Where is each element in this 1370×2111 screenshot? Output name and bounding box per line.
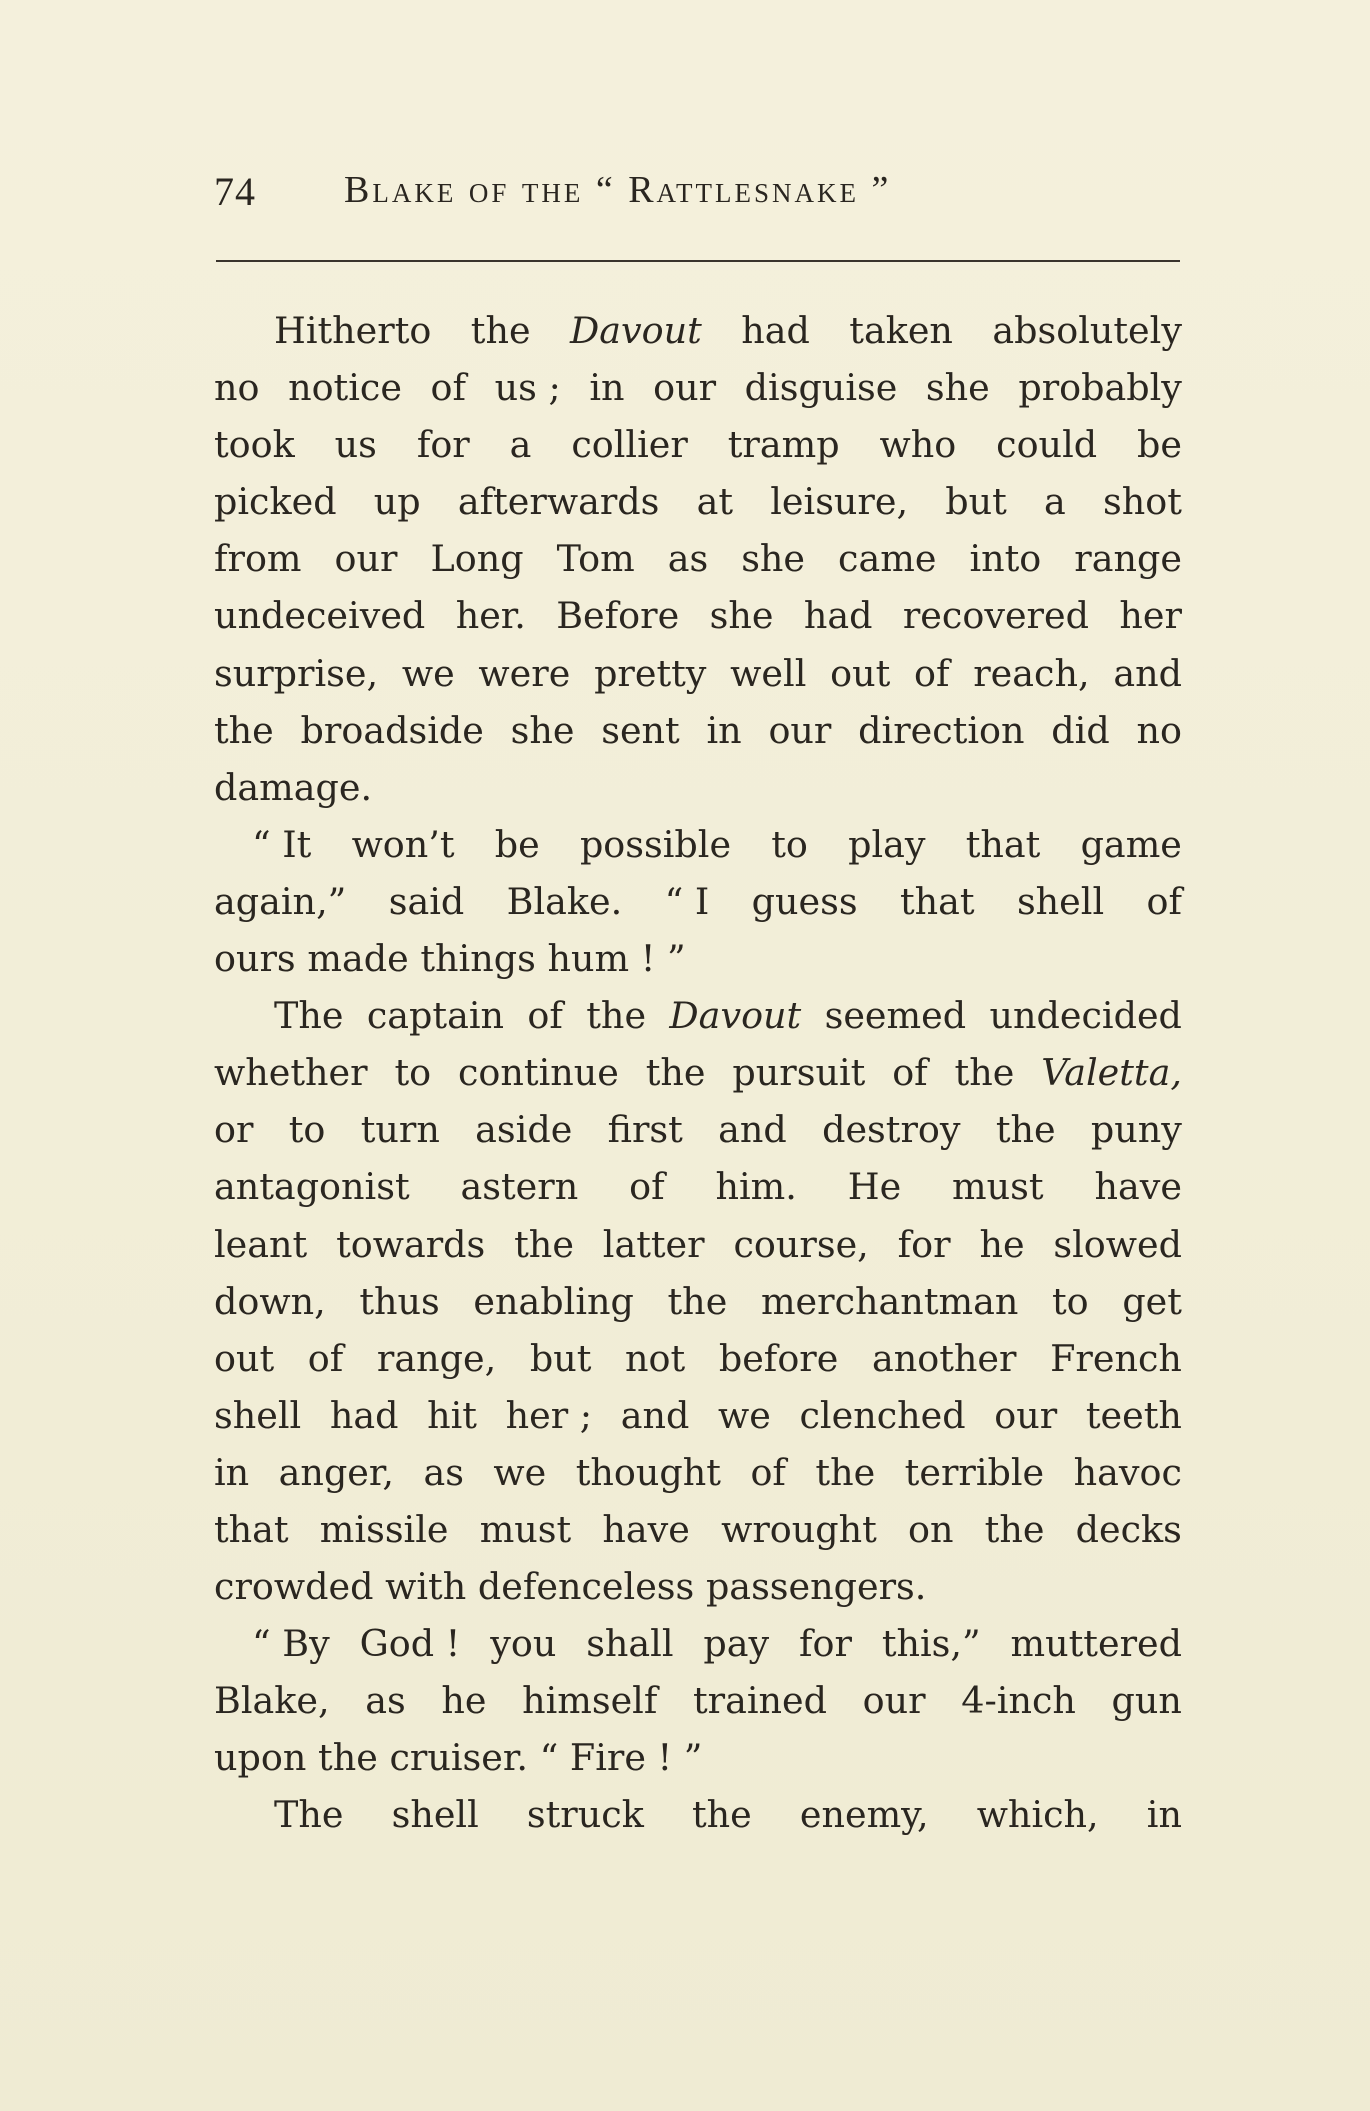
word: before [718,1336,839,1380]
word: we [401,651,455,695]
word: “ By [252,1622,330,1666]
word: decks [1075,1507,1182,1551]
word: not [625,1336,686,1380]
word: whether [214,1051,368,1095]
word: towards [336,1222,486,1266]
word: crowded [214,1565,374,1609]
text-line [214,530,1182,587]
text-line [214,1729,1182,1786]
word: at [696,480,734,524]
text-line [214,1501,1182,1558]
word: our [994,1393,1058,1437]
word: Valetta, [1041,1051,1182,1095]
word: pay [703,1622,770,1666]
word: but [529,1336,592,1380]
word: get [1122,1279,1182,1323]
word: disguise [744,366,898,410]
word: latter [602,1222,705,1266]
word: of [430,366,467,410]
word: had [741,309,810,352]
word: undecided [989,994,1182,1038]
word: course, [733,1222,869,1266]
text-line [214,816,1182,873]
word: play [848,822,926,866]
word: French [1050,1336,1182,1380]
word: our [653,366,717,410]
word: damage. [214,765,373,809]
word: shell [214,1393,302,1437]
text-line [214,1216,1182,1273]
word: Tom [556,537,635,581]
page-number: 74 [214,169,256,214]
word: tramp [727,423,840,467]
word: we [718,1393,771,1437]
word: in [1146,1793,1182,1837]
word: seemed [824,994,967,1038]
word: collier [571,423,688,467]
text-line [214,645,1182,702]
word: our [768,708,832,752]
word: us ; [494,366,561,410]
word: of [892,1051,928,1095]
word: game [1080,822,1182,866]
text-line [214,587,1182,644]
word: she [510,708,575,752]
word: of [527,994,563,1038]
word: enemy, [799,1793,929,1837]
word: the [815,1450,876,1494]
word: passengers. [705,1565,927,1609]
word: of [750,1450,786,1494]
word: her. [455,594,526,638]
word: as [365,1679,406,1723]
word: shall [586,1622,674,1666]
word: gun [1111,1679,1182,1723]
text-line [214,1615,1182,1672]
word: had [803,594,873,638]
body-text [214,302,1182,1844]
word: The [274,994,344,1038]
word: of [1146,879,1182,923]
word: things [420,937,536,981]
word: ours [214,937,296,981]
text-line [214,987,1182,1044]
word: our [334,537,398,581]
word: well [730,651,807,695]
word: himself [522,1679,658,1723]
text-line [214,473,1182,530]
word: must [479,1507,572,1551]
word: direction [858,708,1025,752]
word: possible [579,822,732,866]
text-line [214,759,1182,816]
word: guess [751,879,858,923]
text-line [214,1786,1182,1843]
word: absolutely [992,309,1182,352]
word: of [914,651,950,695]
word: thought [575,1450,721,1494]
word: another [871,1336,1017,1380]
word: He [847,1165,902,1209]
word: undeceived [214,594,426,638]
word: aside [475,1108,573,1152]
word: leant [214,1222,308,1266]
word: defenceless [477,1565,695,1609]
word: Long [430,537,524,581]
word: “ It [252,822,312,866]
word: and [1113,651,1182,695]
word: she [925,366,990,410]
word: muttered [1010,1622,1182,1666]
word: have [1094,1165,1182,1209]
word: you [490,1622,557,1666]
word: came [838,537,937,581]
word: a [509,423,532,467]
word: took [214,423,295,467]
word: for [799,1622,852,1666]
word: puny [1090,1108,1182,1152]
word: surprise, [214,651,379,695]
word: out [830,651,891,695]
word: in [706,708,742,752]
word: she [741,537,806,581]
word: the [995,1108,1056,1152]
word: our [862,1679,926,1723]
word: Hitherto [274,309,432,352]
word: to [394,1051,432,1095]
word: or [214,1108,254,1152]
word: from [214,537,302,581]
text-line [214,873,1182,930]
text-line [214,702,1182,759]
word: out [214,1336,275,1380]
text-line [214,930,1182,987]
word: merchantman [760,1279,1019,1323]
word: that [214,1507,289,1551]
word: hum ! ” [547,937,686,981]
word: into [969,537,1042,581]
word: teeth [1085,1393,1182,1437]
word: did [1051,708,1110,752]
word: recovered [902,594,1089,638]
running-header [214,160,1180,220]
word: Davout [570,309,702,352]
word: of [629,1165,665,1209]
word: Davout [669,994,802,1038]
word: slowed [1053,1222,1182,1266]
word: enabling [473,1279,634,1323]
word: the [667,1279,728,1323]
word: as [667,537,709,581]
word: down, [214,1279,326,1323]
word: who [879,423,957,467]
word: her [1119,594,1182,638]
word: range, [376,1336,497,1380]
word: a [1044,480,1066,524]
word: “ I [664,879,710,923]
word: and [620,1393,690,1437]
word: the [214,708,274,752]
word: 4-inch [961,1679,1076,1723]
word: again,” [214,879,347,923]
word: she [709,594,774,638]
word: that [899,879,975,923]
word: the [691,1793,752,1837]
word: no [1136,708,1182,752]
word: havoc [1073,1450,1182,1494]
word: be [494,822,540,866]
word: first [607,1108,683,1152]
word: afterwards [457,480,660,524]
word: missile [319,1507,449,1551]
word: sent [601,708,680,752]
word: Blake. [506,879,623,923]
word: were [478,651,571,695]
word: destroy [822,1108,961,1152]
word: which, [976,1793,1099,1837]
word: the [645,1051,706,1095]
word: as [423,1450,464,1494]
word: the [514,1222,574,1266]
word: the [984,1507,1045,1551]
word: won’t [351,822,455,866]
word: pretty [594,651,707,695]
word: trained [693,1679,828,1723]
word: that [965,822,1041,866]
word: us [334,423,377,467]
word: to [771,822,808,866]
word: terrible [904,1450,1045,1494]
word: hit [427,1393,477,1437]
text-line [214,1101,1182,1158]
word: turn [360,1108,440,1152]
word: no [214,366,260,410]
word: the [318,1736,378,1780]
text-line [214,302,1182,359]
word: to [1052,1279,1089,1323]
word: him. [715,1165,797,1209]
text-line [214,359,1182,416]
word: we [493,1450,547,1494]
word: astern [460,1165,579,1209]
word: said [388,879,465,923]
header-rule [216,260,1180,262]
word: had [329,1393,399,1437]
word: anger, [278,1450,394,1494]
text-line [214,1044,1182,1101]
word: this,” [881,1622,981,1666]
word: range [1074,537,1182,581]
word: could [996,423,1098,467]
word: her ; [505,1393,593,1437]
word: on [908,1507,954,1551]
word: thus [359,1279,440,1323]
word: for [416,423,470,467]
text-line [214,1158,1182,1215]
word: in [214,1450,250,1494]
text-line [214,1330,1182,1387]
word: pursuit [732,1051,866,1095]
word: shell [1016,879,1105,923]
word: to [288,1108,326,1152]
word: shot [1103,480,1182,524]
word: shell [391,1793,479,1837]
word: in [589,366,625,410]
word: the [954,1051,1015,1095]
word: “ Fire ! ” [539,1736,703,1780]
word: captain [366,994,505,1038]
text-line [214,1444,1182,1501]
word: made [307,937,409,981]
word: upon [214,1736,307,1780]
word: probably [1018,366,1182,410]
word: reach, [973,651,1090,695]
word: taken [849,309,953,352]
text-line [214,1387,1182,1444]
word: leisure, [770,480,909,524]
word: wrought [721,1507,877,1551]
word: God ! [359,1622,461,1666]
word: for [897,1222,951,1266]
word: up [373,480,421,524]
word: be [1137,423,1182,467]
word: of [307,1336,344,1380]
text-line [214,416,1182,473]
word: broadside [300,708,484,752]
word: must [952,1165,1044,1209]
running-title: Blake of the “ Rattlesnake ” [344,169,892,211]
text-line [214,1672,1182,1729]
word: have [602,1507,690,1551]
text-line [214,1558,1182,1615]
word: but [945,480,1007,524]
word: clenched [799,1393,966,1437]
word: with [385,1565,467,1609]
text-line [214,1273,1182,1330]
word: continue [457,1051,619,1095]
word: the [586,994,647,1038]
word: antagonist [214,1165,410,1209]
word: Blake, [214,1679,330,1723]
word: struck [526,1793,644,1837]
word: Before [556,594,680,638]
word: he [441,1679,487,1723]
word: the [470,309,531,352]
word: notice [288,366,402,410]
word: and [718,1108,787,1152]
word: he [979,1222,1025,1266]
word: cruiser. [389,1736,528,1780]
word: picked [214,480,337,524]
word: The [274,1793,344,1837]
